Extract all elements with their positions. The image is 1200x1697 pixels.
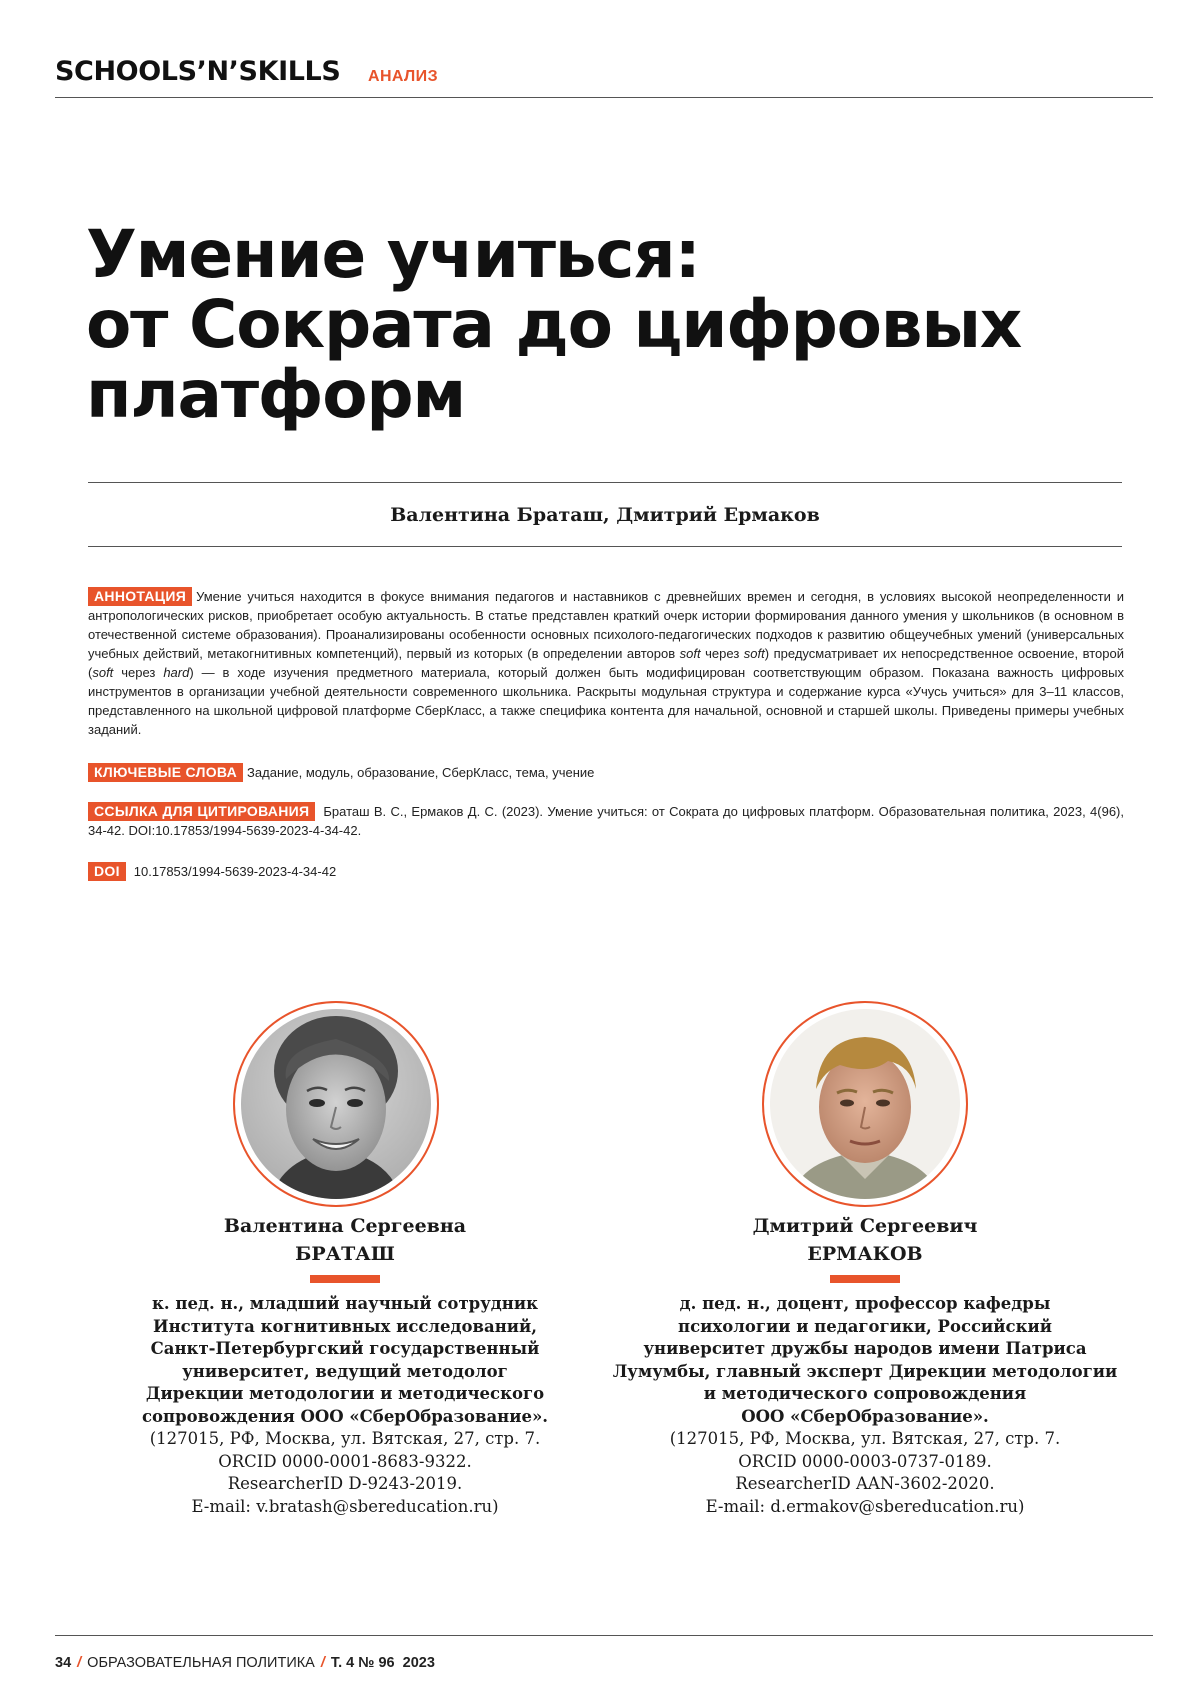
author1-accent-bar (310, 1275, 380, 1283)
author2-address: (127015, РФ, Москва, ул. Вятская, 27, стр. 7. (600, 1428, 1130, 1451)
annotation-block (88, 587, 1124, 739)
title-line-3: платформ (86, 360, 1126, 430)
author1-bio-line: Санкт-Петербургский государственный (112, 1338, 578, 1361)
citation-text: Браташ В. С., Ермаков Д. С. (2023). Умение учиться: от Сократа до цифровых платформ. Образовательная политика, 2023, 4(96), 34-42. DOI:10.17853/1994-5639-2023-4-34-42. (88, 804, 1124, 838)
annotation-soft-3: soft (92, 665, 113, 680)
author2-first-name: Дмитрий Сергеевич (600, 1212, 1130, 1240)
author2-portrait-icon (770, 1009, 960, 1199)
annotation-label: АННОТАЦИЯ (88, 587, 192, 606)
citation-label: ССЫЛКА ДЛЯ ЦИТИРОВАНИЯ (88, 802, 315, 821)
footer-separator-icon: / (77, 1655, 81, 1671)
author1-bio-line: университет, ведущий методолог (112, 1361, 578, 1384)
header-rule (55, 97, 1153, 98)
footer-separator-icon: / (321, 1655, 325, 1671)
author1-bio-line: сопровождения ООО «СберОбразование». (112, 1406, 578, 1429)
author2-bio-line: психологии и педагогики, Российский (600, 1316, 1130, 1339)
author2-photo (770, 1009, 960, 1199)
author1-orcid: ORCID 0000-0001-8683-9322. (112, 1451, 578, 1474)
author2-bio-line: д. пед. н., доцент, профессор кафедры (600, 1293, 1130, 1316)
doi-label: DOI (88, 862, 126, 881)
author1-address: (127015, РФ, Москва, ул. Вятская, 27, стр. 7. (112, 1428, 578, 1451)
footer-rule (55, 1635, 1153, 1636)
author2-orcid: ORCID 0000-0003-0737-0189. (600, 1451, 1130, 1474)
author2-email[interactable]: E-mail: d.ermakov@sbereducation.ru) (600, 1496, 1130, 1519)
page-number: 34 (55, 1655, 71, 1671)
author1-bio-line: Института когнитивных исследований, (112, 1316, 578, 1339)
citation-block (88, 802, 1124, 840)
author2-bio-line: университет дружбы народов имени Патриса (600, 1338, 1130, 1361)
author2-accent-bar (830, 1275, 900, 1283)
keywords-text: Задание, модуль, образование, СберКласс, тема, учение (247, 765, 594, 780)
article-title (86, 220, 1126, 430)
author2-bio-line: и методического сопровождения (600, 1383, 1130, 1406)
journal-brand: SCHOOLS’N’SKILLS (55, 56, 340, 87)
doi-block (88, 862, 1124, 881)
author1-last-name: БРАТАШ (112, 1240, 578, 1268)
issue-info: Т. 4 № 96 2023 (331, 1655, 435, 1671)
author2-bio-line: ООО «СберОбразование». (600, 1406, 1130, 1429)
title-line-1: Умение учиться: (86, 220, 1126, 290)
author2-card (600, 1212, 1130, 1518)
journal-name: ОБРАЗОВАТЕЛЬНАЯ ПОЛИТИКА (87, 1655, 315, 1671)
author1-bio (112, 1293, 578, 1518)
authors-line: Валентина Браташ, Дмитрий Ермаков (88, 504, 1122, 526)
annotation-soft-2: soft (744, 646, 765, 661)
annotation-via-1: через (701, 646, 744, 661)
author1-researcherid: ResearcherID D-9243-2019. (112, 1473, 578, 1496)
annotation-text-2: ) предусматривает их непосредственное освоение, второй ( (88, 646, 1124, 680)
page-footer (55, 1655, 435, 1671)
author1-bio-line: к. пед. н., младший научный сотрудник (112, 1293, 578, 1316)
section-label: АНАЛИЗ (368, 68, 438, 86)
author2-bio (600, 1293, 1130, 1518)
author1-bio-line: Дирекции методологии и методического (112, 1383, 578, 1406)
annotation-text-3: ) — в ходе изучения предметного материала, который должен быть модифицирован соответствующим образом. Показана важность цифровых инструментов в организации учебной деятельности современного школьника. Раскрыты модульная структура и содержание курса «Учусь учиться» для 3–11 классов, представленного на школьной цифровой платформе СберКласс, а также специфика контента для начальной, основной и старшей школы. Приведены примеры учебных заданий. (88, 665, 1124, 737)
keywords-block (88, 763, 1124, 782)
authors-rule-top (88, 482, 1122, 483)
author2-bio-line: Лумумбы, главный эксперт Дирекции методологии (600, 1361, 1130, 1384)
author1-portrait-icon (241, 1009, 431, 1199)
title-line-2: от Сократа до цифровых (86, 290, 1126, 360)
author2-researcherid: ResearcherID AAN-3602-2020. (600, 1473, 1130, 1496)
doi-text: 10.17853/1994-5639-2023-4-34-42 (134, 864, 336, 879)
author1-card (112, 1212, 578, 1518)
author1-photo (241, 1009, 431, 1199)
annotation-text-1: Умение учиться находится в фокусе внимания педагогов и наставников с древнейших времен и сегодня, в условиях высокой неопределенности и антропологических рисков, приобретает особую актуальность. В статье представлен краткий очерк истории формирования данного умения у школьников (в основном в отечественной системе образования). Проанализированы особенности основных психолого-педагогических подходов к развитию общеучебных умений (универсальных учебных действий, метакогнитивных компетенций), первый из которых (в определении авторов (88, 589, 1124, 661)
annotation-soft-1: soft (680, 646, 701, 661)
authors-rule-bottom (88, 546, 1122, 547)
author1-email[interactable]: E-mail: v.bratash@sbereducation.ru) (112, 1496, 578, 1519)
keywords-label: КЛЮЧЕВЫЕ СЛОВА (88, 763, 243, 782)
annotation-hard: hard (163, 665, 189, 680)
annotation-via-2: через (113, 665, 163, 680)
author1-first-name: Валентина Сергеевна (112, 1212, 578, 1240)
author2-last-name: ЕРМАКОВ (600, 1240, 1130, 1268)
